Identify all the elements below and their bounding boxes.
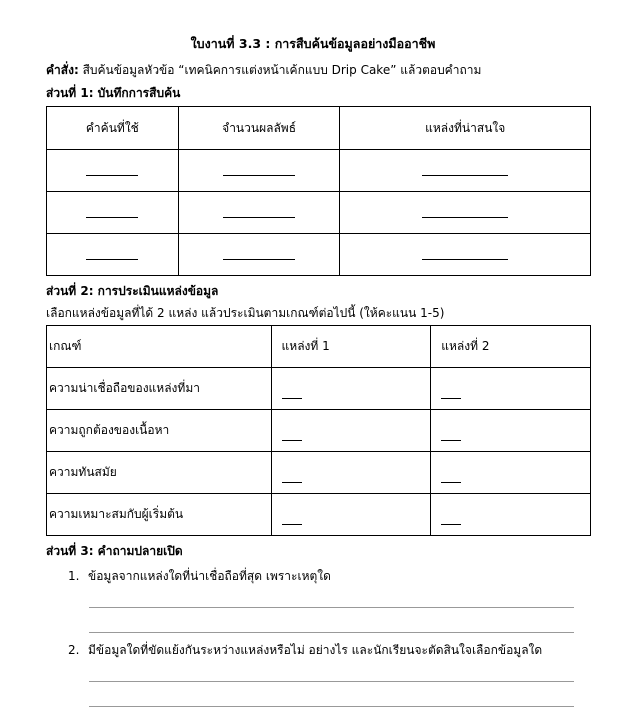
header-interesting-source: แหล่งที่น่าสนใจ — [340, 107, 591, 150]
source-blank[interactable] — [340, 150, 591, 192]
question-number: 2. — [68, 643, 80, 657]
part2-heading: ส่วนที่ 2: การประเมินแหล่งข้อมูล — [46, 284, 219, 298]
header-source-1: แหล่งที่ 1 — [271, 326, 431, 368]
result-count-blank[interactable] — [178, 234, 340, 276]
score-source-2[interactable] — [431, 452, 591, 494]
part3-heading: ส่วนที่ 3: คำถามปลายเปิด — [46, 544, 183, 558]
question-2 — [68, 641, 542, 660]
part2-subtitle: เลือกแหล่งข้อมูลที่ได้ 2 แหล่ง แล้วประเมินตามเกณฑ์ต่อไปนี้ (ให้คะแนน 1-5) — [46, 306, 445, 320]
score-source-2[interactable] — [431, 368, 591, 410]
header-result-count: จำนวนผลลัพธ์ — [178, 107, 340, 150]
table-row — [47, 452, 591, 494]
score-source-1[interactable] — [271, 368, 431, 410]
source-blank[interactable] — [340, 192, 591, 234]
question-number: 1. — [68, 569, 80, 583]
criterion-label: ความน่าเชื่อถือของแหล่งที่มา — [47, 368, 272, 410]
score-source-1[interactable] — [271, 494, 431, 536]
question-1 — [68, 567, 331, 586]
part1-heading: ส่วนที่ 1: บันทึกการสืบค้น — [46, 86, 181, 100]
table-row — [47, 494, 591, 536]
instruction-text: สืบค้นข้อมูลหัวข้อ “เทคนิคการแต่งหน้าเค้กแบบ Drip Cake” แล้วตอบคำถาม — [78, 63, 482, 77]
table-row — [47, 192, 591, 234]
score-source-1[interactable] — [271, 452, 431, 494]
score-source-2[interactable] — [431, 410, 591, 452]
answer-line[interactable] — [89, 607, 574, 608]
table-row — [47, 410, 591, 452]
worksheet-title: ใบงานที่ 3.3 : การสืบค้นข้อมูลอย่างมืออาชีพ — [190, 36, 436, 51]
keyword-blank[interactable] — [47, 150, 179, 192]
keyword-blank[interactable] — [47, 234, 179, 276]
criterion-label: ความเหมาะสมกับผู้เริ่มต้น — [47, 494, 272, 536]
header-criteria: เกณฑ์ — [47, 326, 272, 368]
answer-line[interactable] — [89, 681, 574, 682]
table-row — [47, 150, 591, 192]
table-row — [47, 234, 591, 276]
question-text: ข้อมูลจากแหล่งใดที่น่าเชื่อถือที่สุด เพราะเหตุใด — [88, 569, 331, 583]
search-log-table — [46, 106, 591, 276]
evaluation-table — [46, 325, 591, 536]
score-source-2[interactable] — [431, 494, 591, 536]
table-header-row — [47, 326, 591, 368]
answer-line[interactable] — [89, 632, 574, 633]
header-keyword: คำค้นที่ใช้ — [47, 107, 179, 150]
answer-line[interactable] — [89, 706, 574, 707]
criterion-label: ความถูกต้องของเนื้อหา — [47, 410, 272, 452]
result-count-blank[interactable] — [178, 150, 340, 192]
question-text: มีข้อมูลใดที่ขัดแย้งกันระหว่างแหล่งหรือไม่ อย่างไร และนักเรียนจะตัดสินใจเลือกข้อมูลใด — [88, 643, 543, 657]
result-count-blank[interactable] — [178, 192, 340, 234]
keyword-blank[interactable] — [47, 192, 179, 234]
score-source-1[interactable] — [271, 410, 431, 452]
source-blank[interactable] — [340, 234, 591, 276]
table-header-row — [47, 107, 591, 150]
instruction — [46, 61, 481, 80]
criterion-label: ความทันสมัย — [47, 452, 272, 494]
table-row — [47, 368, 591, 410]
header-source-2: แหล่งที่ 2 — [431, 326, 591, 368]
instruction-label: คำสั่ง: — [46, 63, 79, 77]
